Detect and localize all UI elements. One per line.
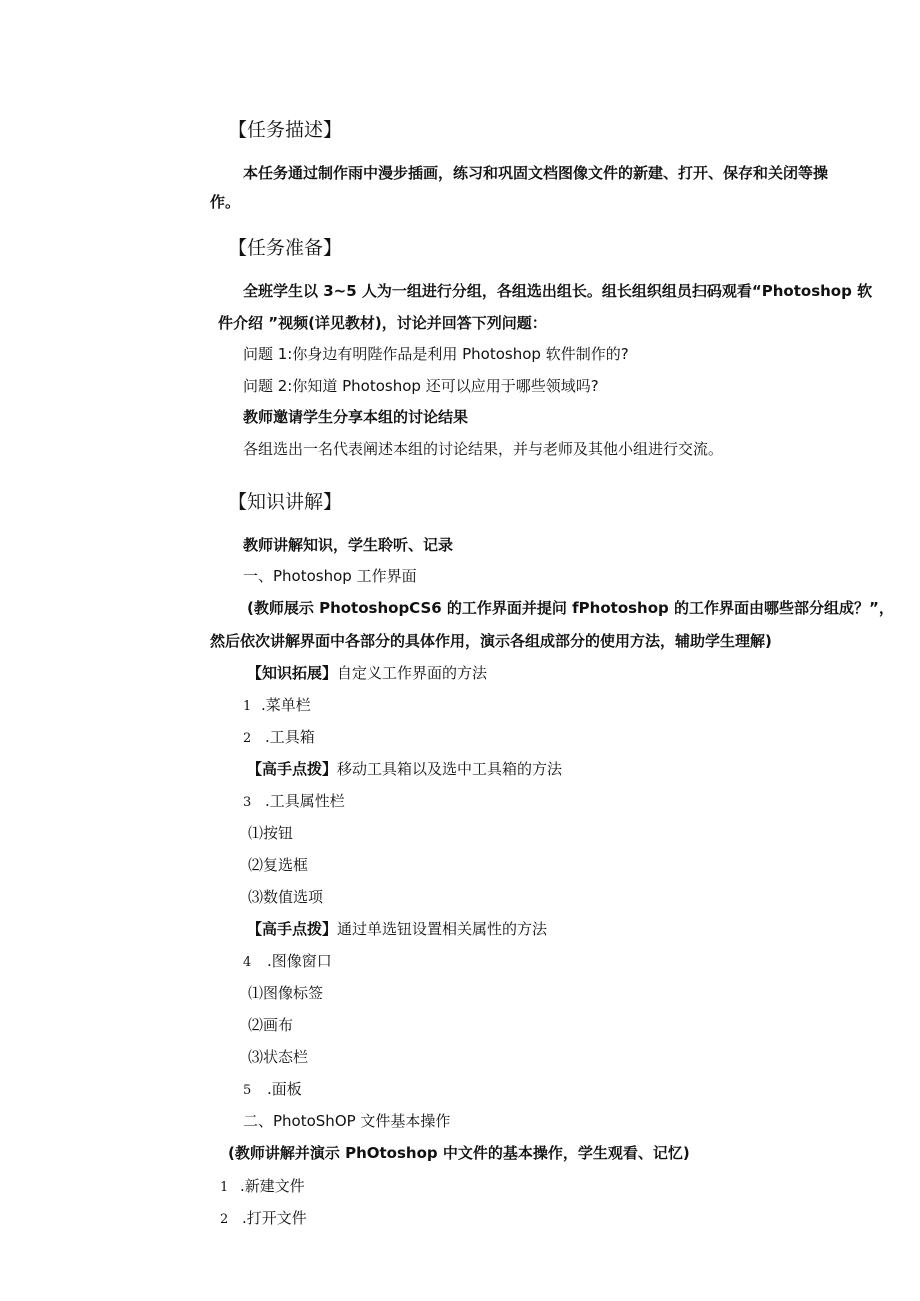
list-item (220, 1179, 305, 1194)
section1-title: 一、Photoshop 工作界面 (243, 567, 417, 585)
list-item (243, 698, 311, 713)
item-text: .工具属性栏 (265, 792, 345, 810)
tip-text: 通过单选钮设置相关属性的方法 (337, 920, 548, 938)
item-number: 2 (243, 731, 252, 746)
sub-item: ⑶数值选项 (248, 888, 324, 906)
item-text: .工具箱 (265, 728, 315, 746)
sub-item: ⑵画布 (248, 1016, 294, 1034)
share-heading: 教师邀请学生分享本组的讨论结果 (243, 408, 469, 426)
list-item (220, 1211, 307, 1226)
item-number: 4 (243, 955, 252, 970)
knowledge-extension (247, 666, 487, 681)
list-item (243, 730, 315, 745)
sub-item: ⑶状态栏 (248, 1048, 309, 1066)
task-description-line1: 本任务通过制作雨中漫步插画，练习和巩固文档图像文件的新建、打开、保存和关闭等操 (243, 164, 829, 182)
section2-title: 二、PhotoShOP 文件基本操作 (243, 1112, 451, 1130)
task-prep-para-line1: 全班学生以 3~5 人为一组进行分组，各组选出组长。组长组织组员扫码观看“Photoshop 软 (243, 282, 873, 300)
extension-text: 自定义工作界面的方法 (337, 664, 488, 682)
sub-item: ⑵复选框 (248, 856, 309, 874)
task-prep-heading: 【任务准备】 (228, 237, 343, 259)
tip-tag: 【高手点拨】 (247, 920, 338, 938)
task-description-heading: 【任务描述】 (228, 119, 343, 141)
item-number: 3 (243, 795, 252, 810)
tip-tag: 【高手点拨】 (247, 760, 338, 778)
sub-item: ⑴按钮 (248, 824, 294, 842)
list-item (243, 794, 345, 809)
item-text: .菜单栏 (261, 696, 311, 714)
list-item (243, 1082, 302, 1097)
item-number: 5 (243, 1083, 252, 1098)
item-number: 1 (243, 699, 252, 714)
item-text: .打开文件 (242, 1209, 307, 1227)
sub-item: ⑴图像标签 (248, 984, 324, 1002)
question-2: 问题 2:你知道 Photoshop 还可以应用于哪些领域吗? (243, 377, 599, 395)
list-item (243, 954, 332, 969)
expert-tip (247, 922, 547, 937)
tip-text: 移动工具箱以及选中工具箱的方法 (337, 760, 563, 778)
item-text: .面板 (267, 1080, 302, 1098)
section1-note-line2: 然后依次讲解界面中各部分的具体作用，演示各组成部分的使用方法，辅助学生理解) (210, 632, 772, 650)
item-number: 2 (220, 1212, 229, 1227)
extension-tag: 【知识拓展】 (247, 664, 338, 682)
task-prep-para-line2: 件介绍 ”视频(详见教材)，讨论并回答下列问题： (218, 314, 547, 332)
knowledge-heading: 【知识讲解】 (228, 491, 343, 513)
item-text: .新建文件 (240, 1177, 305, 1195)
item-number: 1 (220, 1180, 229, 1195)
question-1: 问题 1:你身边有明陛作品是利用 Photoshop 软件制作的? (243, 345, 629, 363)
task-description-line2: 作。 (210, 193, 241, 211)
expert-tip (247, 762, 562, 777)
knowledge-intro: 教师讲解知识，学生聆听、记录 (243, 536, 454, 554)
item-text: .图像窗口 (267, 952, 332, 970)
section2-note: (教师讲解并演示 PhOtoshop 中文件的基本操作，学生观看、记忆) (228, 1144, 690, 1162)
section1-note-line1: (教师展示 PhotoshopCS6 的工作界面并提问 fPhotoshop 的工作界面由哪些部分组成？”， (247, 599, 894, 617)
share-text: 各组选出一名代表阐述本组的讨论结果，并与老师及其他小组进行交流。 (243, 440, 724, 458)
